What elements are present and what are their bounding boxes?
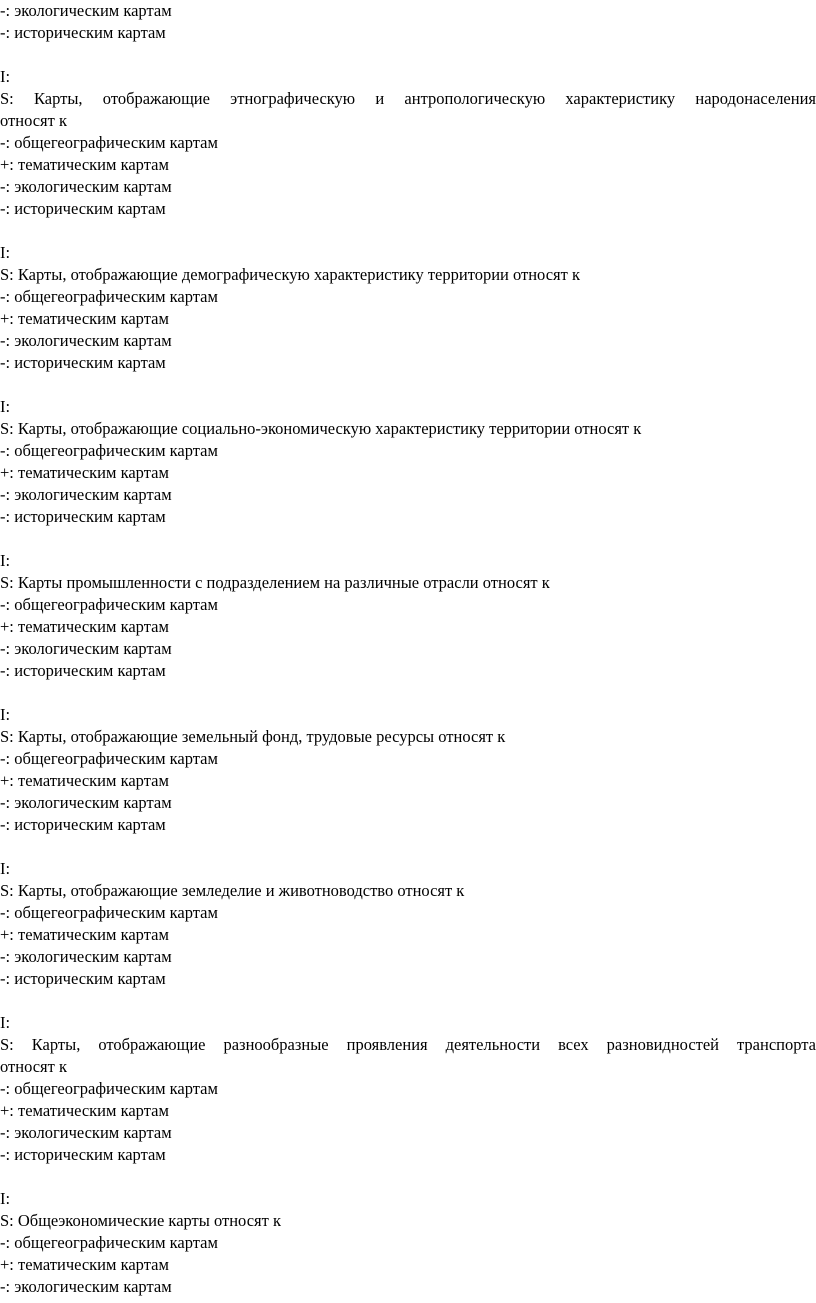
answer-option: -: экологическим картам [0, 177, 172, 196]
answer-option: -: историческим картам [0, 507, 166, 526]
question-stem-continuation: относят к [0, 111, 67, 130]
answer-option: -: историческим картам [0, 199, 166, 218]
answer-option: -: общегеографическим картам [0, 749, 218, 768]
top-fragment [0, 0, 816, 44]
answer-option: -: историческим картам [0, 23, 166, 42]
answer-option: +: тематическим картам [0, 771, 169, 790]
question-list [0, 66, 816, 1298]
question-block [0, 66, 816, 220]
answer-option: +: тематическим картам [0, 309, 169, 328]
answer-option: -: историческим картам [0, 1145, 166, 1164]
answer-option: +: тематическим картам [0, 617, 169, 636]
question-block [0, 704, 816, 836]
answer-option: +: тематическим картам [0, 463, 169, 482]
question-marker: I: [0, 859, 11, 878]
answer-option: -: экологическим картам [0, 1277, 172, 1296]
answer-option: +: тематическим картам [0, 1255, 169, 1274]
answer-option: -: экологическим картам [0, 485, 172, 504]
question-marker: I: [0, 551, 11, 570]
answer-option: -: историческим картам [0, 815, 166, 834]
answer-option: -: общегеографическим картам [0, 287, 218, 306]
question-block [0, 242, 816, 374]
question-stem: S: Общеэкономические карты относят к [0, 1211, 281, 1230]
question-stem: S: Карты, отображающие демографическую характеристику территории относят к [0, 265, 580, 284]
question-marker: I: [0, 1189, 11, 1208]
answer-option: -: общегеографическим картам [0, 903, 218, 922]
answer-option: -: экологическим картам [0, 1123, 172, 1142]
question-marker: I: [0, 67, 11, 86]
question-block [0, 858, 816, 990]
answer-option: -: общегеографическим картам [0, 133, 218, 152]
answer-option: -: экологическим картам [0, 947, 172, 966]
answer-option: -: экологическим картам [0, 331, 172, 350]
answer-option: -: общегеографическим картам [0, 1079, 218, 1098]
question-stem: S: Карты, отображающие социально-экономическую характеристику территории относят к [0, 419, 642, 438]
question-block [0, 1188, 816, 1298]
answer-option: -: историческим картам [0, 661, 166, 680]
question-marker: I: [0, 705, 11, 724]
answer-option: +: тематическим картам [0, 155, 169, 174]
question-marker: I: [0, 1013, 11, 1032]
question-marker: I: [0, 243, 11, 262]
question-marker: I: [0, 397, 11, 416]
question-stem: S: Карты, отображающие земельный фонд, трудовые ресурсы относят к [0, 727, 506, 746]
answer-option: -: экологическим картам [0, 639, 172, 658]
answer-option: +: тематическим картам [0, 1101, 169, 1120]
answer-option: -: экологическим картам [0, 1, 172, 20]
question-stem: S: Карты, отображающие этнографическую и антропологическую характеристику народонаселения [0, 89, 816, 108]
answer-option: -: общегеографическим картам [0, 595, 218, 614]
answer-option: -: историческим картам [0, 969, 166, 988]
question-block [0, 1012, 816, 1166]
answer-option: -: общегеографическим картам [0, 441, 218, 460]
question-stem: S: Карты, отображающие разнообразные проявления деятельности всех разновидностей транспорта [0, 1035, 816, 1054]
question-block [0, 550, 816, 682]
answer-option: +: тематическим картам [0, 925, 169, 944]
answer-option: -: историческим картам [0, 353, 166, 372]
question-block [0, 396, 816, 528]
question-stem: S: Карты, отображающие земледелие и животноводство относят к [0, 881, 465, 900]
question-stem-continuation: относят к [0, 1057, 67, 1076]
question-stem: S: Карты промышленности с подразделением на различные отрасли относят к [0, 573, 550, 592]
answer-option: -: общегеографическим картам [0, 1233, 218, 1252]
answer-option: -: экологическим картам [0, 793, 172, 812]
